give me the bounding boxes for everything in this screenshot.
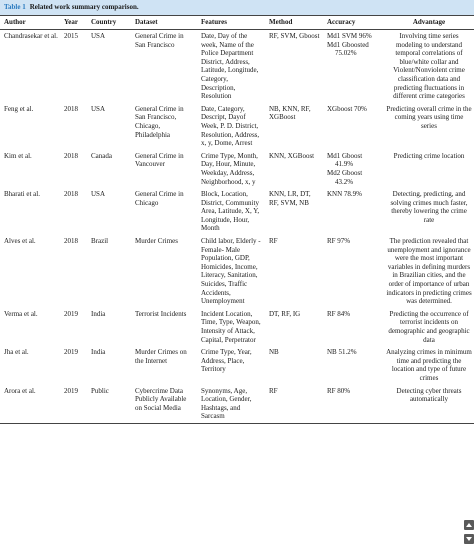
cell-year: 2018 bbox=[64, 104, 78, 113]
table-row bbox=[0, 150, 474, 188]
header-method: Method bbox=[265, 16, 323, 30]
accuracy-line: RF 80% bbox=[327, 386, 351, 395]
cell-advantage: Analyzing crimes in minimum time and predicting the location and type of future crimes bbox=[386, 348, 472, 382]
cell-dataset: Terrorist Incidents bbox=[135, 309, 187, 318]
cell-features: Date, Category, Descript, Dayof Week, P. D. District, Resolution, Address, x, y, Dome, Arrest bbox=[201, 104, 260, 148]
table-body bbox=[0, 30, 474, 424]
cell-author: Kim et al. bbox=[4, 151, 32, 160]
cell-features: Incident Location, Time, Type, Weapon, Intensity of Attack, Capital, Perpetrator bbox=[201, 309, 261, 344]
cell-country: USA bbox=[91, 104, 106, 113]
header-country: Country bbox=[87, 16, 131, 30]
cell-dataset: General Crime in San Francisco bbox=[135, 32, 184, 49]
cell-advantage: Involving time series modeling to understand temporal correlations of blue/white collar and Violent/Nonviolent crime classification data and predicting fluctuations in different crime categories bbox=[393, 32, 465, 101]
accuracy-line: RF 84% bbox=[327, 309, 351, 318]
cell-country: Public bbox=[87, 385, 131, 424]
cell-year: 2019 bbox=[64, 348, 78, 357]
cell-advantage: The prediction revealed that unemployment and ignorance were the most important variables in defining murders in Brazilian cities, and the order of importance of urban indicators in predicting crimes was determined. bbox=[386, 237, 472, 306]
scroll-up-icon[interactable] bbox=[464, 520, 474, 530]
cell-accuracy bbox=[323, 30, 382, 103]
cell-features: Date, Day of the week, Name of the Police Department District, Address, Latitude, Longitude, Category, Description, Resolution bbox=[201, 32, 259, 101]
header-advantage: Advantage bbox=[382, 16, 474, 30]
accuracy-line: XGboost 70% bbox=[327, 104, 367, 113]
cell-dataset: Cybercrime Data Publicly Available on Social Media bbox=[131, 385, 197, 424]
cell-year: 2018 bbox=[64, 237, 78, 246]
cell-dataset: Murder Crimes on the Internet bbox=[135, 348, 187, 365]
accuracy-line: 43.2% bbox=[335, 177, 354, 186]
cell-advantage: Detecting cyber threats automatically bbox=[382, 385, 474, 424]
cell-method: NB, KNN, RF, XGBoost bbox=[269, 104, 311, 122]
cell-method: DT, RF, IG bbox=[269, 309, 301, 318]
table-row bbox=[0, 346, 474, 384]
cell-country: USA bbox=[91, 32, 106, 40]
cell-author: Chandrasekar et al. bbox=[4, 32, 58, 40]
cell-advantage: Predicting the occurrence of terrorist incidents on demographic and geographic data bbox=[388, 309, 470, 344]
cell-accuracy bbox=[323, 346, 382, 384]
accuracy-line: Md1 Gboost bbox=[327, 151, 363, 160]
cell-method: KNN, XGBoost bbox=[269, 151, 315, 160]
table-row bbox=[0, 235, 474, 308]
cell-year: 2018 bbox=[64, 190, 78, 199]
cell-year: 2018 bbox=[64, 151, 78, 160]
cell-method: KNN, LR, DT, RF, SVM, NB bbox=[269, 190, 311, 207]
cell-advantage: Predicting overall crime in the coming years using time series bbox=[386, 104, 472, 130]
cell-method: RF bbox=[269, 237, 278, 246]
cell-method: NB bbox=[269, 348, 279, 357]
cell-features: Synonyms, Age, Location, Gender, Hashtags, and Sarcasm bbox=[197, 385, 265, 424]
cell-accuracy bbox=[323, 308, 382, 346]
header-author: Author bbox=[0, 16, 60, 30]
accuracy-line: 41.9% bbox=[335, 160, 354, 169]
cell-author: Feng et al. bbox=[4, 104, 34, 113]
cell-advantage: Detecting, predicting, and solving crimes much faster, thereby lowering the crime rate bbox=[390, 190, 468, 224]
cell-features: Crime Type, Month, Day, Hour, Minute, Weekday, Address, Neighborhood, x, y bbox=[201, 151, 258, 186]
table-row bbox=[0, 103, 474, 150]
cell-accuracy bbox=[323, 385, 382, 424]
cell-author: Bharati et al. bbox=[4, 190, 40, 199]
cell-author: Alves et al. bbox=[4, 237, 36, 246]
header-features: Features bbox=[197, 16, 265, 30]
cell-features: Child labor, Elderly -Female- Male Population, GDP, Homicides, Income, Literacy, Sanitation, Suicides, Traffic Accidents, Unemployment bbox=[201, 237, 261, 306]
accuracy-line: Md1 SVM 96% Md1 Gboosted bbox=[327, 32, 372, 49]
cell-accuracy bbox=[323, 188, 382, 235]
accuracy-line: KNN 78.9% bbox=[327, 190, 362, 199]
header-year: Year bbox=[60, 16, 87, 30]
cell-country: Canada bbox=[91, 151, 112, 160]
cell-features: Block, Location, District, Community Area, Latitude, X, Y, Longitude, Hour, Month bbox=[201, 190, 260, 233]
header-accuracy: Accuracy bbox=[323, 16, 382, 30]
header-row bbox=[0, 16, 474, 30]
header-dataset: Dataset bbox=[131, 16, 197, 30]
scroll-down-icon[interactable] bbox=[464, 534, 474, 544]
cell-author: Arora et al. bbox=[0, 385, 60, 424]
accuracy-line: NB 51.2% bbox=[327, 348, 357, 357]
table-row bbox=[0, 188, 474, 235]
table-row bbox=[0, 385, 474, 424]
table-caption bbox=[0, 0, 474, 15]
cell-method: RF, SVM, Gboost bbox=[269, 32, 320, 40]
cell-dataset: General Crime in Vancouver bbox=[135, 151, 184, 169]
cell-accuracy bbox=[323, 150, 382, 188]
table-row bbox=[0, 308, 474, 346]
cell-country: India bbox=[91, 309, 106, 318]
cell-year: 2015 bbox=[64, 32, 78, 40]
cell-method: RF bbox=[265, 385, 323, 424]
accuracy-line: Md2 Gboost bbox=[327, 168, 363, 177]
cell-accuracy bbox=[323, 235, 382, 308]
cell-country: Brazil bbox=[91, 237, 109, 246]
cell-year: 2019 bbox=[64, 309, 78, 318]
cell-author: Verma et al. bbox=[4, 309, 38, 318]
cell-dataset: General Crime in Chicago bbox=[135, 190, 184, 207]
table-row bbox=[0, 30, 474, 103]
accuracy-line: RF 97% bbox=[327, 237, 351, 246]
accuracy-line: 75.02% bbox=[335, 49, 357, 58]
cell-advantage: Predicting crime location bbox=[393, 151, 465, 160]
cell-features: Crime Type, Year, Address, Place, Territory bbox=[201, 348, 252, 374]
cell-country: USA bbox=[91, 190, 106, 199]
cell-country: India bbox=[91, 348, 106, 357]
cell-dataset: General Crime in San Francisco, Chicago, Philadelphia bbox=[135, 104, 184, 139]
table-number: Table 1 bbox=[4, 3, 26, 11]
cell-dataset: Murder Crimes bbox=[135, 237, 178, 246]
related-work-table bbox=[0, 15, 474, 424]
cell-year: 2019 bbox=[60, 385, 87, 424]
cell-accuracy bbox=[323, 103, 382, 150]
table-title: Related work summary comparison. bbox=[29, 3, 139, 11]
cell-author: Jha et al. bbox=[4, 348, 29, 357]
